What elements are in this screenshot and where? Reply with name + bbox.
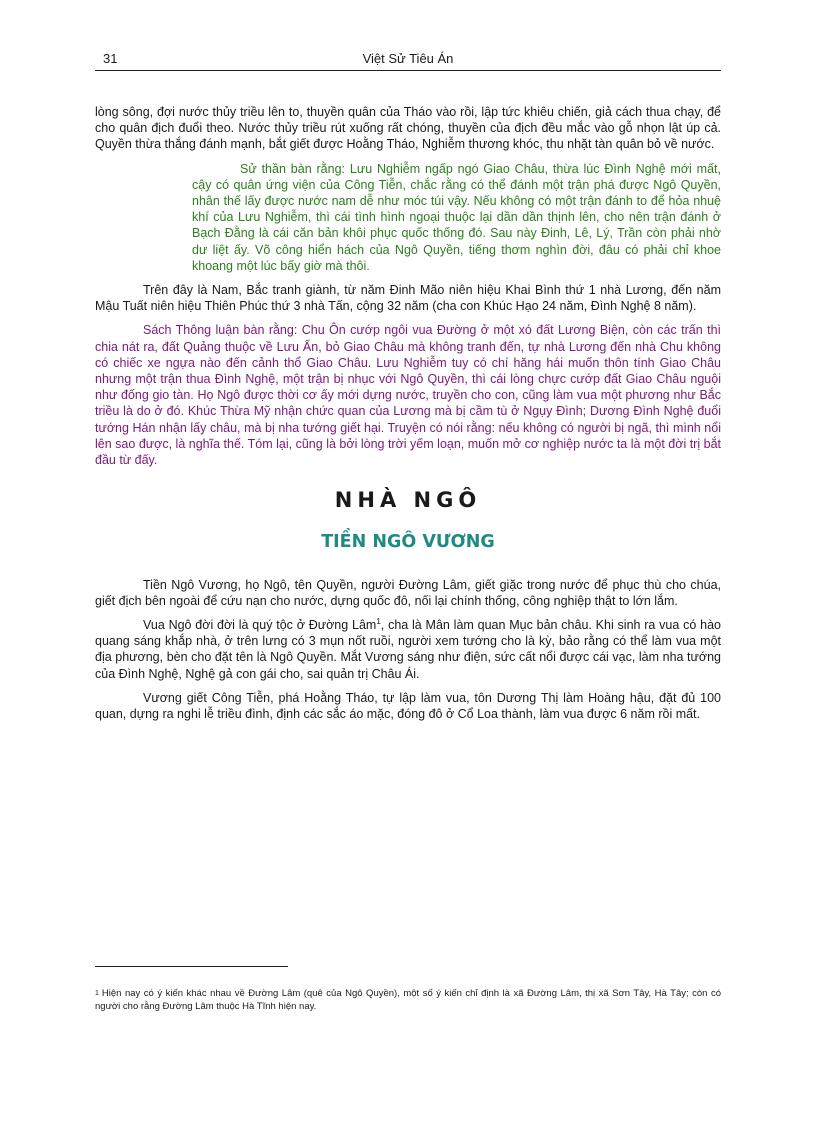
page-header xyxy=(95,50,721,71)
paragraph-origin xyxy=(95,617,721,682)
footnote-divider xyxy=(95,966,288,967)
footnote-reference[interactable]: 1 xyxy=(376,616,381,626)
footnote-marker: 1 xyxy=(95,990,99,997)
footnote xyxy=(95,987,721,1013)
paragraph-summary: Trên đây là Nam, Bắc tranh giành, từ năm Đinh Mão niên hiệu Khai Bình thứ 1 nhà Lương, đến năm Mậu Tuất niên hiệu Thiên Phúc thứ 3 nhà Tấn, cộng 32 năm (cha con Khúc Hạo 24 năm, Đình Nghệ 8 năm). xyxy=(95,283,721,314)
dynasty-heading: NHÀ NGÔ xyxy=(334,488,482,513)
commentary-quote: Sử thần bàn rằng: Lưu Nghiễm ngấp ngó Giao Châu, thừa lúc Đình Nghệ mới mất, cậy có quân ứng viện của Công Tiễn, chắc rằng có thể đánh một trận phá được Ngô Quyền, nhân thế lấy được nước nam dễ như móc túi vậy. Nếu không có một trận đánh to để hỏa nhuệ khí của Lưu Nghiễm, thì cái tình hình ngoại thuộc lại dần dần thịnh lên, cho nên trận đánh ở Bạch Đằng là cái căn bản khôi phục quốc thống đó. Sau này Đinh, Lê, Lý, Trần còn phải nhờ dư liệt ấy. Võ công hiển hách của Ngô Quyền, tiếng thơm nghìn đời, đâu có phải chỉ khoe khoang một lúc bấy giờ mà thôi. xyxy=(192,161,721,273)
footnote-text: Hiện nay có ý kiến khác nhau về Đường Lâm (quê của Ngô Quyền), một số ý kiến chỉ định là xã Đường Lâm, thị xã Sơn Tây, Hà Tây; còn có người cho rằng Đường Lâm thuộc Hà Tĩnh hiện nay. xyxy=(95,988,721,1012)
origin-text-start: Vua Ngô đời đời là quý tộc ở Đường Lâm xyxy=(143,618,377,633)
section-heading: TIỀN NGÔ VƯƠNG xyxy=(321,532,495,553)
paragraph-thong-luan: Sách Thông luận bàn rằng: Chu Ôn cướp ngôi vua Đường ở một xó đất Lương Biện, còn các trấn thì chia nát ra, đất Quảng thuộc về Lưu Ẩn, bỏ Giao Châu mà không tranh đến, tự nhà Lương đến nhà Chu không có chiếc xe ngựa nào đến cảnh thổ Giao Châu. Lưu Nghiễm tuy có chí hăng hái muốn thôn tính Giao Châu nhưng một trận thua Đình Nghệ, một trận bị nhục với Ngô Quyền, thì cái lòng chực cướp đất Giao Châu nguội như đống gio tàn. Họ Ngô được thời cơ ấy mới dựng nước, truyền cho con, cũng làm vua một phương như Bắc triều là do ở đó. Khúc Thừa Mỹ nhận chức quan của Lương mà bị cầm tù ở Ngụy Đình; Dương Đình Nghệ đuổi tướng Hán nhận lấy châu, mà bị nha tướng giết hại. Truyện có nói rằng: nếu không có người bị ngã, thì mình nổi lên sao được, là nghĩa thế. Tóm lại, cũng là bởi lòng trời yếm loạn, muốn mở cơ nghiệp nước ta là một đời trị bắt đầu từ đấy. xyxy=(95,323,721,468)
book-title: Việt Sử Tiêu Án xyxy=(362,51,454,66)
origin-text-end: , cha là Mân làm quan Mục bản châu. Khi sinh ra vua có hào quang sáng khắp nhà, ở trên lưng có 3 mụn nốt ruồi, người xem tướng cho là kỳ, bảo rằng có thể làm vua một địa phương, bèn cho đặt tên là Ngô Quyền. Mắt Vương sáng như điện, sức cất nổi được cái vạc, làm nha tướng của Đình Nghệ, Nghệ gả con gái cho, sai quản trị Châu Ái. xyxy=(95,618,721,681)
page-body xyxy=(95,104,721,730)
page-number: 31 xyxy=(103,51,118,66)
paragraph-battle: lòng sông, đợi nước thủy triều lên to, thuyền quân của Tháo vào rồi, lập tức khiêu chiến, giả cách thua chạy, để cho quân địch đuổi theo. Nước thủy triều rút xuống rất chóng, thuyền của địch đều mắc vào gỗ nhọn lật úp cả. Quyền thừa thắng đánh mạnh, bắt giết được Hoằng Tháo, Nghiễm thương khóc, thu nhặt tàn quân bỏ về nước. xyxy=(95,105,721,152)
paragraph-reign: Vương giết Công Tiễn, phá Hoằng Tháo, tự lập làm vua, tôn Dương Thị làm Hoàng hậu, đặt đủ 100 quan, dựng ra nghi lễ triều đình, định các sắc áo mặc, đóng đô ở Cổ Loa thành, làm vua được 6 năm rồi mất. xyxy=(95,690,721,722)
paragraph-intro: Tiền Ngô Vương, họ Ngô, tên Quyền, người Đường Lâm, giết giặc trong nước để phục thù cho chúa, giết địch bên ngoài để cứu nạn cho nước, dựng quốc đô, nối lại chính thống, công nghiệp thật to lớn lắm. xyxy=(95,577,721,608)
